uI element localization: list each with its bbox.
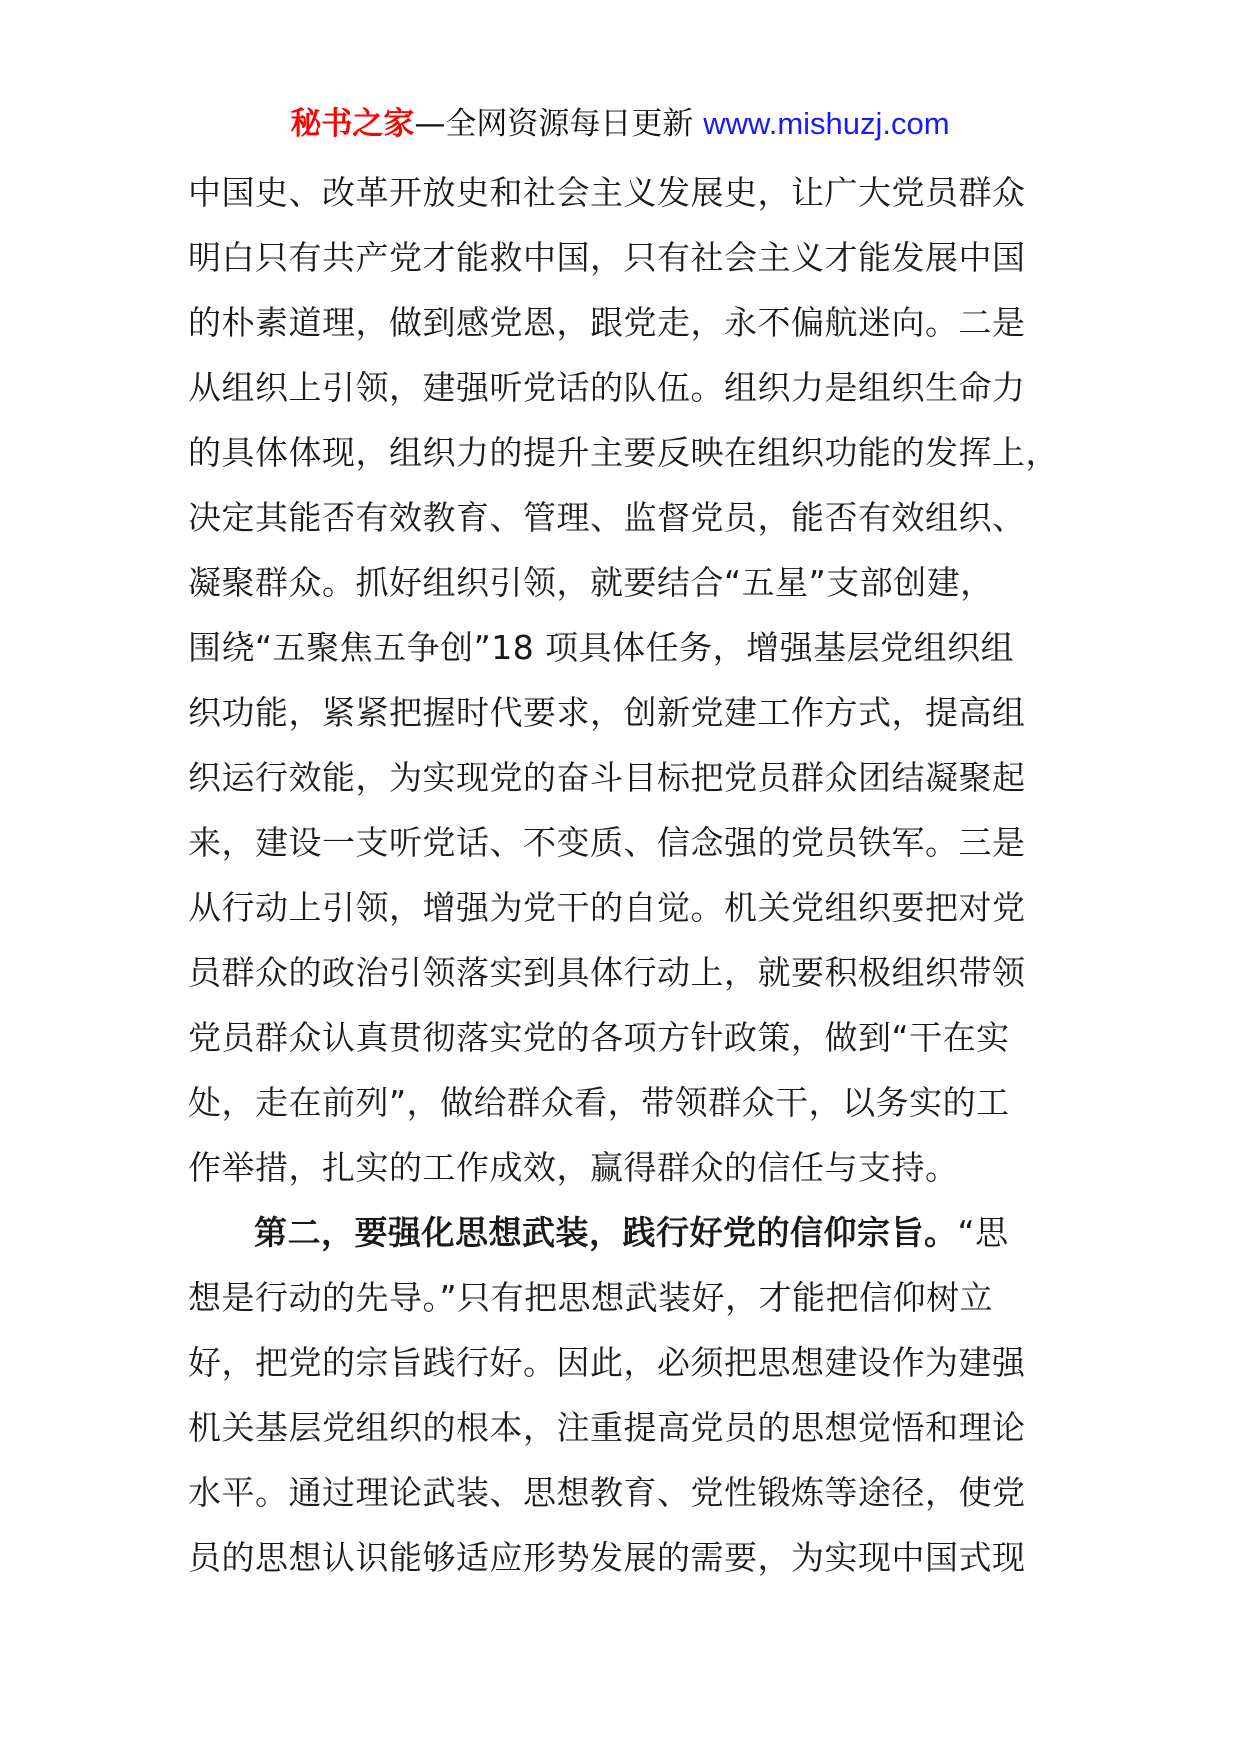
- site-header: [0, 100, 1240, 148]
- text-line: 织功能，紧紧把握时代要求，创新党建工作方式，提高组: [188, 693, 1026, 732]
- text-line: 党员群众认真贯彻落实党的各项方针政策，做到“干在实: [188, 1018, 1010, 1057]
- text-line: 处，走在前列”，做给群众看，带领群众干，以务实的工: [188, 1083, 1010, 1122]
- text-line: 围绕“五聚焦五争创”18 项具体任务，增强基层党组织组: [188, 628, 1015, 667]
- paragraph-2-quote-start: “思: [957, 1213, 1009, 1252]
- text-line: 好，把党的宗旨践行好。因此，必须把思想建设作为建强: [188, 1343, 1026, 1382]
- text-line: 的具体体现，组织力的提升主要反映在组织功能的发挥上，: [188, 433, 1059, 472]
- text-line: 想是行动的先导。”只有把思想武装好，才能把信仰树立: [188, 1278, 994, 1317]
- site-url-link[interactable]: www.mishuzj.com: [703, 106, 950, 141]
- text-line: 明白只有共产党才能救中国，只有社会主义才能发展中国: [188, 238, 1026, 277]
- text-line: 机关基层党组织的根本，注重提高党员的思想觉悟和理论: [188, 1408, 1026, 1447]
- text-line: 水平。通过理论武装、思想教育、党性锻炼等途径，使党: [188, 1473, 1026, 1512]
- paragraph-2-first-line: [188, 1200, 1068, 1265]
- text-line: 凝聚群众。抓好组织引领，就要结合“五星”支部创建，: [188, 563, 994, 602]
- document-body: [188, 160, 1068, 1590]
- text-line: 作举措，扎实的工作成效，赢得群众的信任与支持。: [188, 1148, 959, 1187]
- text-line: 决定其能否有效教育、管理、监督党员，能否有效组织、: [188, 498, 1026, 537]
- brand-name: 秘书之家: [290, 106, 415, 142]
- text-line: 来，建设一支听党话、不变质、信念强的党员铁军。三是: [188, 823, 1026, 862]
- text-line: 员群众的政治引领落实到具体行动上，就要积极组织带领: [188, 953, 1026, 992]
- text-line: 从组织上引领，建强听党话的队伍。组织力是组织生命力: [188, 368, 1026, 407]
- text-line: 中国史、改革开放史和社会主义发展史，让广大党员群众: [188, 173, 1026, 212]
- text-line: 织运行效能，为实现党的奋斗目标把党员群众团结凝聚起: [188, 758, 1026, 797]
- paragraph-2-heading: 第二，要强化思想武装，践行好党的信仰宗旨。: [254, 1213, 958, 1252]
- header-tagline: —全网资源每日更新: [414, 106, 704, 142]
- text-line: 的朴素道理，做到感党恩，跟党走，永不偏航迷向。二是: [188, 303, 1026, 342]
- text-line: 员的思想认识能够适应形势发展的需要，为实现中国式现: [188, 1538, 1026, 1577]
- text-line: 从行动上引领，增强为党干的自觉。机关党组织要把对党: [188, 888, 1026, 927]
